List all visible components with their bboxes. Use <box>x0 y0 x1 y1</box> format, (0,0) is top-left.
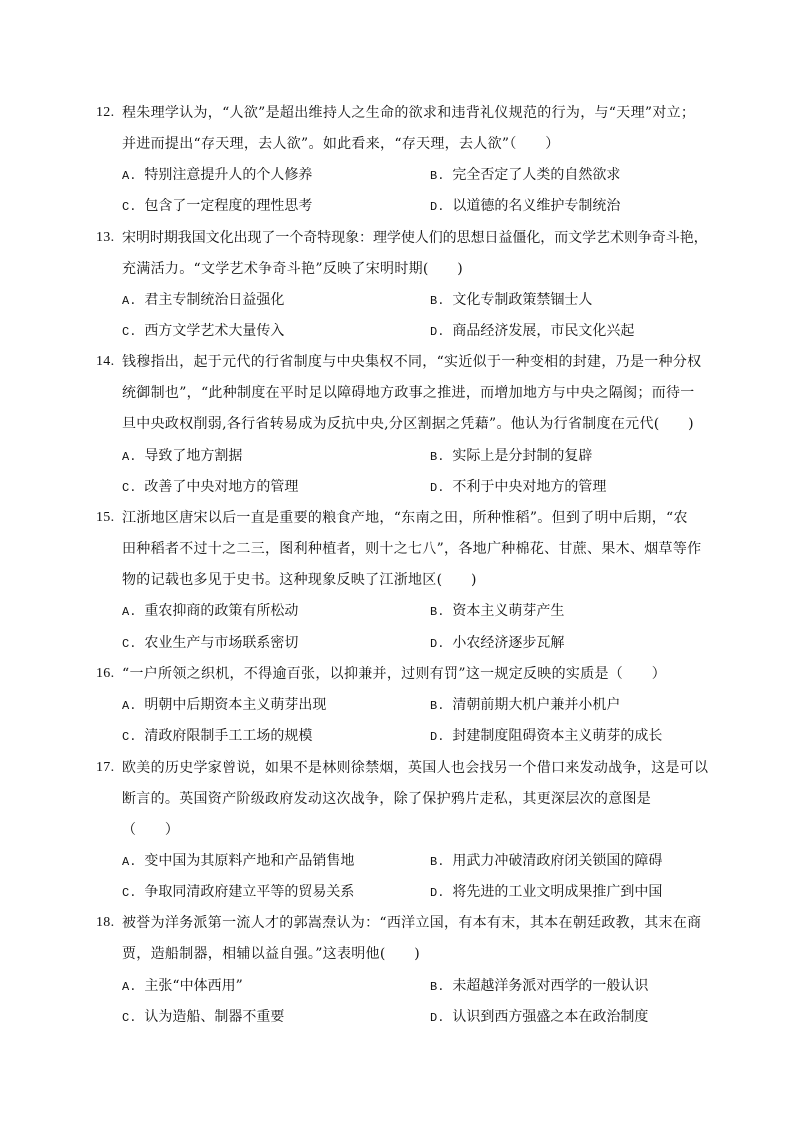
question-number: 12. <box>96 105 115 120</box>
option-text: 用武力冲破清政府闭关锁国的障碍 <box>452 853 663 869</box>
option-a <box>122 976 243 997</box>
option-letter: D. <box>430 325 445 339</box>
option-a <box>122 695 326 716</box>
question-text-line: 宋明时期我国文化出现了一个奇特现象：理学使人们的思想日益僵化，而文学艺术则争奇斗艳， <box>122 230 708 246</box>
option-text: 不利于中央对地方的管理 <box>452 479 607 495</box>
option-text: 未超越洋务派对西学的一般认识 <box>452 978 649 994</box>
option-a <box>122 851 354 872</box>
question-number: 14. <box>96 354 115 369</box>
option-a <box>122 290 284 311</box>
option-letter: B. <box>430 605 445 619</box>
option-b <box>430 446 592 467</box>
option-c <box>122 633 298 654</box>
option-a <box>122 601 298 622</box>
option-text: 完全否定了人类的自然欲求 <box>452 167 621 183</box>
option-text: 将先进的工业文明成果推广到中国 <box>452 884 663 900</box>
option-c <box>122 1007 284 1028</box>
option-a <box>122 446 242 467</box>
option-text: 农业生产与市场联系密切 <box>144 635 299 651</box>
option-letter: C. <box>122 886 137 900</box>
option-b <box>430 976 648 997</box>
option-c <box>122 477 298 498</box>
option-b <box>430 165 620 186</box>
option-letter: A. <box>122 605 137 619</box>
question-text-line: 旦中央政权削弱,各行省转易成为反抗中央,分区割据之凭藉”。他认为行省制度在元代( ) <box>122 416 694 432</box>
question-text-line: 充满活力。“文学艺术争奇斗艳”反映了宋明时期( ) <box>122 261 464 277</box>
option-d <box>430 196 620 217</box>
option-letter: B. <box>430 294 445 308</box>
option-c <box>122 321 284 342</box>
option-letter: B. <box>430 980 445 994</box>
option-b <box>430 851 662 872</box>
option-c <box>122 882 354 903</box>
question-text-line: 被誉为洋务派第一流人才的郭嵩焘认为：“西洋立国，有本有末，其本在朝廷政教，其末在商 <box>122 915 702 931</box>
option-text: 商品经济发展，市民文化兴起 <box>452 323 635 339</box>
option-letter: A. <box>122 450 137 464</box>
question-text-line: 贾，造船制器，相辅以益自强。”这表明他( ) <box>122 946 420 962</box>
option-letter: C. <box>122 200 137 214</box>
option-letter: D. <box>430 886 445 900</box>
option-letter: B. <box>430 169 445 183</box>
option-text: 清朝前期大机户兼并小机户 <box>452 697 621 713</box>
option-letter: C. <box>122 730 137 744</box>
option-d <box>430 477 606 498</box>
option-text: 文化专制政策禁锢士人 <box>452 292 593 308</box>
option-text: 特别注意提升人的个人修养 <box>144 167 313 183</box>
option-text: 认识到西方强盛之本在政治制度 <box>452 1009 649 1025</box>
option-text: 封建制度阻碍资本主义萌芽的成长 <box>452 728 663 744</box>
option-letter: C. <box>122 325 137 339</box>
option-letter: B. <box>430 450 445 464</box>
option-text: 以道德的名义维护专制统治 <box>452 198 621 214</box>
option-letter: B. <box>430 855 445 869</box>
option-c <box>122 196 312 217</box>
option-letter: A. <box>122 294 137 308</box>
option-b <box>430 601 564 622</box>
option-text: 小农经济逐步瓦解 <box>452 635 565 651</box>
question-text-line: “一户所领之织机，不得逾百张，以抑兼并，过则有罚”这一规定反映的实质是（ ） <box>122 666 667 682</box>
option-letter: A. <box>122 699 137 713</box>
question-text-line: 并进而提出“存天理，去人欲”。如此看来，“存天理，去人欲”（ ） <box>122 136 560 152</box>
question-text-line: 江浙地区唐宋以后一直是重要的粮食产地，“东南之田，所种惟稻”。但到了明中后期，“农 <box>122 510 688 526</box>
option-text: 变中国为其原料产地和产品销售地 <box>144 853 355 869</box>
option-text: 西方文学艺术大量传入 <box>144 323 285 339</box>
option-text: 君主专制统治日益强化 <box>144 292 285 308</box>
option-text: 明朝中后期资本主义萌芽出现 <box>144 697 327 713</box>
option-letter: D. <box>430 637 445 651</box>
option-a <box>122 165 312 186</box>
option-letter: A. <box>122 855 137 869</box>
option-letter: D. <box>430 481 445 495</box>
question-text-line: 程朱理学认为，“人欲”是超出维持人之生命的欲求和违背礼仪规范的行为，与“天理”对立； <box>122 105 696 121</box>
option-d <box>430 882 662 903</box>
question-text-line: 钱穆指出，起于元代的行省制度与中央集权不同，“实近似于一种变相的封建，乃是一种分权 <box>122 354 702 370</box>
option-text: 改善了中央对地方的管理 <box>144 479 299 495</box>
question-text-line: 田种稻者不过十之二三，图利种植者，则十之七八”，各地广种棉花、甘蔗、果木、烟草等作 <box>122 541 702 557</box>
option-b <box>430 695 620 716</box>
option-letter: A. <box>122 980 137 994</box>
option-text: 包含了一定程度的理性思考 <box>144 198 313 214</box>
question-text-line: 统御制也”，“此种制度在平时足以障碍地方政事之推进，而增加地方与中央之隔阂；而待一 <box>122 385 695 401</box>
question-text-line: 欧美的历史学家曾说，如果不是林则徐禁烟，英国人也会找另一个借口来发动战争，这是可以 <box>122 760 709 776</box>
option-letter: D. <box>430 1011 445 1025</box>
option-letter: C. <box>122 481 137 495</box>
option-d <box>430 1007 648 1028</box>
question-number: 17. <box>96 760 115 775</box>
question-number: 16. <box>96 666 115 681</box>
option-d <box>430 726 662 747</box>
question-number: 13. <box>96 230 115 245</box>
option-text: 主张“中体西用” <box>144 978 243 994</box>
option-text: 认为造船、制器不重要 <box>144 1009 285 1025</box>
question-text-line: 断言的。英国资产阶级政府发动这次战争，除了保护鸦片走私，其更深层次的意图是 <box>122 791 652 807</box>
option-letter: D. <box>430 730 445 744</box>
option-d <box>430 633 564 654</box>
option-text: 资本主义萌芽产生 <box>452 603 565 619</box>
option-letter: C. <box>122 1011 137 1025</box>
question-text-line: （ ） <box>122 822 180 838</box>
question-number: 18. <box>96 915 115 930</box>
option-letter: A. <box>122 169 137 183</box>
option-letter: B. <box>430 699 445 713</box>
option-text: 导致了地方割据 <box>144 448 243 464</box>
option-c <box>122 726 312 747</box>
option-text: 争取同清政府建立平等的贸易关系 <box>144 884 355 900</box>
question-text-line: 物的记载也多见于史书。这种现象反映了江浙地区( ) <box>122 572 477 588</box>
option-letter: D. <box>430 200 445 214</box>
option-text: 重农抑商的政策有所松动 <box>144 603 299 619</box>
option-b <box>430 290 592 311</box>
option-letter: C. <box>122 637 137 651</box>
option-text: 清政府限制手工工场的规模 <box>144 728 313 744</box>
option-text: 实际上是分封制的复辟 <box>452 448 593 464</box>
question-number: 15. <box>96 510 115 525</box>
option-d <box>430 321 634 342</box>
